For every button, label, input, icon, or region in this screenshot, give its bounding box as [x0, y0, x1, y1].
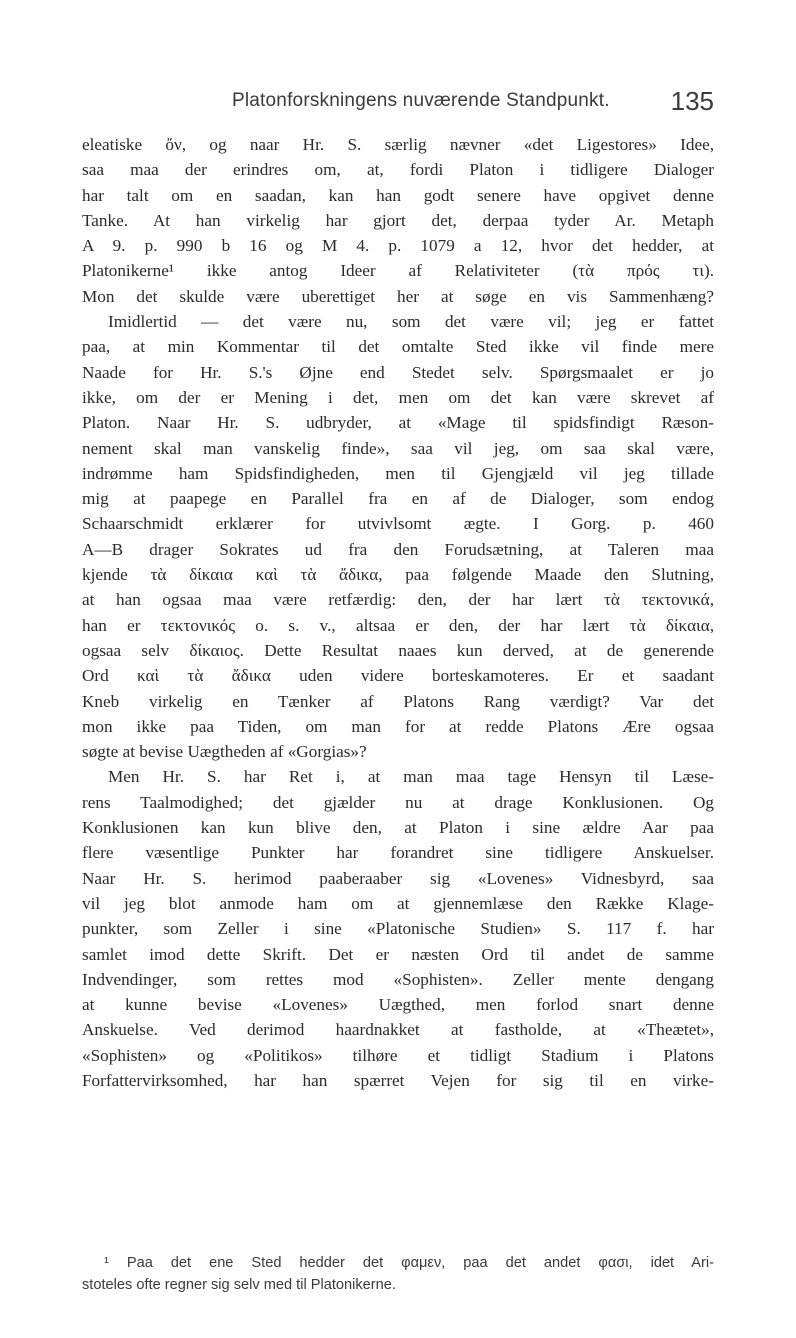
- running-title: Platonforskningens nuværende Standpunkt.: [232, 90, 610, 111]
- text-line: Platon. Naar Hr. S. udbryder, at «Mage til spidsfindigt Ræson-: [82, 413, 714, 433]
- paragraph-3: [82, 764, 714, 1093]
- text-line: Konklusionen kan kun blive den, at Platon i sine ældre Aar paa: [82, 818, 714, 838]
- text-line: Tanke. At han virkelig har gjort det, derpaa tyder Ar. Metaph: [82, 210, 714, 230]
- text-line: Ord καὶ τὰ ἄδικα uden videre borteskamoteres. Er et saadant: [82, 666, 714, 686]
- text-line: Anskuelse. Ved derimod haardnakket at fastholde, at «Theætet»,: [82, 1020, 714, 1040]
- text-line: Kneb virkelig en Tænker af Platons Rang værdigt? Var det: [82, 691, 714, 711]
- text-line: saa maa der erindres om, at, fordi Platon i tidligere Dialoger: [82, 160, 714, 180]
- footnote: [82, 1252, 714, 1296]
- text-line: Naar Hr. S. herimod paaberaaber sig «Lovenes» Vidnesbyrd, saa: [82, 868, 714, 888]
- text-line: kjende τὰ δίκαια καὶ τὰ ἄδικα, paa følgende Maade den Slutning,: [82, 565, 714, 585]
- text-line: Naade for Hr. S.'s Øjne end Stedet selv. Spørgsmaalet er jo: [82, 362, 714, 382]
- page-header: [82, 86, 714, 116]
- text-line: Indvendinger, som rettes mod «Sophisten». Zeller mente dengang: [82, 969, 714, 989]
- text-line: har talt om en saadan, kan han godt senere have opgivet denne: [82, 185, 714, 205]
- paragraph-1: [82, 132, 714, 309]
- text-line: vil jeg blot anmode ham om at gjennemlæse den Række Klage-: [82, 893, 714, 913]
- text-line: Men Hr. S. har Ret i, at man maa tage Hensyn til Læse-: [108, 767, 714, 787]
- text-line: at han ogsaa maa være retfærdig: den, der har lært τὰ τεκτονικά,: [82, 590, 714, 610]
- text-line: Imidlertid — det være nu, som det være vil; jeg er fattet: [108, 312, 714, 332]
- text-line: indrømme ham Spidsfindigheden, men til Gjengjæld vil jeg tillade: [82, 463, 714, 483]
- footnote-line: stoteles ofte regner sig selv med til Platonikerne.: [82, 1277, 396, 1293]
- text-line: Schaarschmidt erklærer for utvivlsomt ægte. I Gorg. p. 460: [82, 514, 714, 534]
- text-line: Mon det skulde være uberettiget her at søge en vis Sammenhæng?: [82, 286, 714, 306]
- text-line: Platonikerne¹ ikke antog Ideer af Relativiteter (τὰ πρός τι).: [82, 261, 714, 281]
- text-line: mig at paapege en Parallel fra en af de Dialoger, som endog: [82, 489, 714, 509]
- text-line: nement skal man vanskelig finde», saa vil jeg, om saa skal være,: [82, 438, 714, 458]
- text-line: mon ikke paa Tiden, om man for at redde Platons Ære ogsaa: [82, 716, 714, 736]
- text-line: Forfattervirksomhed, har han spærret Vejen for sig til en virke-: [82, 1070, 714, 1090]
- text-line: flere væsentlige Punkter har forandret sine tidligere Anskuelser.: [82, 843, 714, 863]
- main-text: [82, 132, 714, 1093]
- text-line: eleatiske ὄν, og naar Hr. S. særlig nævner «det Ligestores» Idee,: [82, 135, 714, 154]
- text-line: «Sophisten» og «Politikos» tilhøre et tidligt Stadium i Platons: [82, 1045, 714, 1065]
- text-line: ogsaa selv δίκαιος. Dette Resultat naaes kun derved, at de generende: [82, 640, 714, 660]
- footnote-line: ¹ Paa det ene Sted hedder det φαμεν, paa det andet φασι, idet Ari-: [104, 1255, 714, 1271]
- page-number: 135: [670, 86, 714, 116]
- text-line: punkter, som Zeller i sine «Platonische Studien» S. 117 f. har: [82, 919, 714, 939]
- text-line: A 9. p. 990 b 16 og M 4. p. 1079 a 12, hvor det hedder, at: [82, 236, 714, 256]
- text-line: A—B drager Sokrates ud fra den Forudsætning, at Taleren maa: [82, 539, 714, 559]
- text-line: han er τεκτονικός o. s. v., altsaa er den, der har lært τὰ δίκαια,: [82, 615, 714, 635]
- text-line: at kunne bevise «Lovenes» Uægthed, men forlod snart denne: [82, 995, 714, 1015]
- text-line: ikke, om der er Mening i det, men om det kan være skrevet af: [82, 387, 714, 407]
- text-line: søgte at bevise Uægtheden af «Gorgias»?: [82, 742, 367, 762]
- paragraph-2: [82, 309, 714, 764]
- text-line: paa, at min Kommentar til det omtalte Sted ikke vil finde mere: [82, 337, 714, 357]
- text-line: samlet imod dette Skrift. Det er næsten Ord til andet de samme: [82, 944, 714, 964]
- text-line: rens Taalmodighed; det gjælder nu at drage Konklusionen. Og: [82, 792, 714, 812]
